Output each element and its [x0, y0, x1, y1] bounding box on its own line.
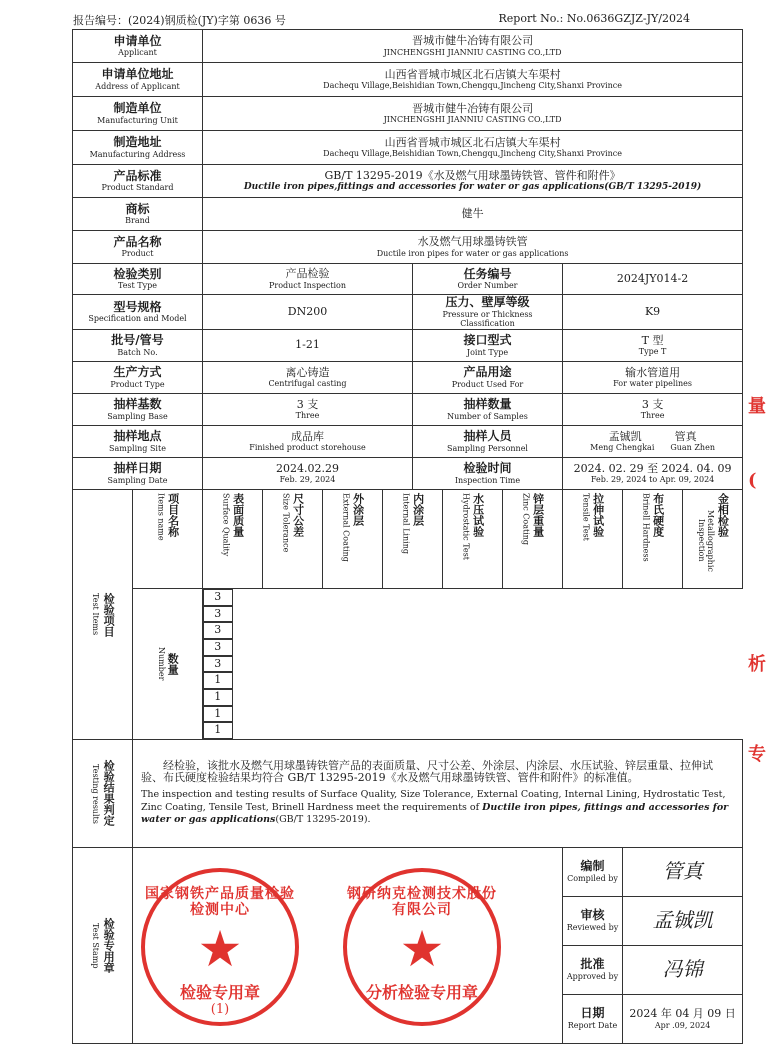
reviewed-signature: 孟铖凯	[623, 896, 743, 945]
value-zh: DN200	[287, 304, 328, 318]
item-zh: 外涂层	[351, 493, 365, 527]
date-en: Report Date	[567, 1021, 618, 1031]
label-zh: 压力、壁厚等级	[445, 295, 530, 309]
label-en: Number of Samples	[447, 411, 528, 421]
item-count: 3	[203, 606, 233, 623]
value-zh: 孟铖凯 管真	[608, 429, 697, 443]
label-en: Product	[121, 249, 154, 259]
edge-seal-fragment: 量	[748, 396, 766, 417]
row-product	[73, 231, 743, 264]
item-zh: 布氏硬度	[651, 493, 665, 538]
row-product-standard	[73, 165, 743, 198]
item-count: 1	[203, 722, 233, 739]
label-en: Inspection Time	[454, 475, 521, 485]
item-zh: 内涂层	[411, 493, 425, 527]
item-count: 3	[203, 589, 233, 606]
test-item-header	[683, 490, 743, 589]
label-en: Sampling Personnel	[447, 443, 528, 453]
item-en: Surface Quality	[221, 493, 231, 557]
label-zh: 抽样基数	[113, 397, 162, 412]
value-zh: 离心铸造	[285, 365, 330, 379]
row-stamp	[73, 847, 743, 896]
label-zh: 检验类别	[113, 266, 162, 281]
seal2-bottom-text: 分析检验专用章	[365, 982, 478, 1002]
conclusion-en	[141, 789, 734, 827]
value-en: JINCHENGSHI JIANNIU CASTING CO.,LTD	[383, 115, 562, 125]
stamp-label-en: Test Stamp	[91, 922, 101, 969]
label-zh: 产品用途	[463, 365, 512, 380]
seal-inspection-center	[141, 868, 299, 1026]
number-zh: 数量	[166, 653, 180, 676]
compiled-signature: 管真	[623, 847, 743, 896]
item-zh: 表面质量	[231, 493, 245, 538]
compiled-zh: 编制	[580, 859, 605, 874]
items-name-header	[133, 490, 203, 589]
item-en: Metallographic Inspection	[697, 509, 716, 572]
value-zh: GB/T 13295-2019《水及燃气用球墨铸铁管、管件和附件》	[324, 168, 621, 182]
value-en: Feb. 29, 2024 to Apr. 09, 2024	[590, 475, 715, 485]
label-zh: 申请单位地址	[101, 67, 174, 81]
test-item-header	[383, 490, 443, 589]
row-manufacturing-address	[73, 131, 743, 165]
test-items-label-en: Test Items	[91, 593, 101, 636]
conclusion-label-zh: 检验结果判定	[102, 760, 116, 827]
seal2-ring-text: 钢研纳克检测技术股份有限公司	[347, 885, 497, 919]
test-item-header	[443, 490, 503, 589]
item-count: 3	[203, 639, 233, 656]
label-en: Order Number	[457, 281, 518, 291]
edge-seal-fragment: 析	[748, 654, 766, 675]
value-en: JINCHENGSHI JIANNIU CASTING CO.,LTD	[383, 47, 562, 57]
row-pair	[73, 426, 743, 458]
conclusion-en-c: (GB/T 13295-2019).	[275, 814, 371, 826]
value-en: Three	[640, 411, 665, 421]
label-en: Product Type	[110, 379, 165, 389]
stamp-label-zh: 检验专用章	[102, 917, 116, 973]
label-en: Sampling Base	[107, 411, 168, 421]
value-zh: 山西省晋城市城区北石店镇大车渠村	[384, 67, 561, 81]
approved-signature: 冯锦	[623, 945, 743, 994]
label-zh: 申请单位	[113, 33, 162, 48]
row-brand	[73, 198, 743, 231]
label-zh: 接口型式	[463, 333, 512, 348]
item-count: 3	[203, 622, 233, 639]
label-en: Product Standard	[101, 183, 174, 193]
label-zh: 抽样人员	[463, 429, 512, 444]
label-en: Joint Type	[466, 347, 509, 357]
star-icon: ★	[399, 919, 445, 978]
label-zh: 批号/管号	[111, 333, 164, 348]
report-date-zh: 2024 年 04 月 09 日	[629, 1007, 736, 1021]
label-zh: 产品名称	[113, 234, 162, 249]
label-en: Sampling Site	[109, 443, 166, 453]
seal1-number: (1)	[210, 1002, 230, 1017]
value-en: Feb. 29, 2024	[279, 475, 336, 485]
value-zh: 3 支	[296, 397, 319, 411]
conclusion-en-a: The inspection and testing results of Surface Quality, Size Tolerance, External Coating, Internal Lining, Hydrostatic Test, Zinc Coating, Tensile Test, Brinell Hardness meet the requirements of	[141, 788, 726, 813]
item-count: 3	[203, 656, 233, 673]
reviewed-en: Reviewed by	[566, 923, 619, 933]
conclusion-label-en: Testing results	[91, 763, 101, 824]
value-zh: 水及燃气用球墨铸铁管	[417, 235, 528, 249]
item-zh: 尺寸公差	[291, 493, 305, 538]
label-zh: 型号规格	[113, 299, 162, 314]
label-en: Specification and Model	[88, 314, 187, 324]
test-item-header	[623, 490, 683, 589]
label-en: Brand	[125, 216, 150, 226]
value-en: Ductile iron pipes,fittings and accessories for water or gas applications(GB/T 13295-2019)	[243, 182, 702, 193]
edge-seal-fragment: (	[748, 470, 757, 491]
value-en: Product Inspection	[268, 280, 347, 290]
seal1-ring-text: 国家钢铁产品质量检验检测中心	[145, 885, 295, 919]
row-applicant-address	[73, 63, 743, 97]
test-item-header	[203, 490, 263, 589]
items-name-zh: 项目名称	[166, 493, 180, 538]
item-zh: 拉伸试验	[591, 493, 605, 538]
row-pair	[73, 295, 743, 330]
label-zh: 抽样日期	[113, 461, 162, 476]
test-item-header	[503, 490, 563, 589]
item-en: Size Tolerance	[281, 493, 291, 553]
row-pair	[73, 264, 743, 295]
item-en: External Coating	[341, 493, 351, 563]
item-zh: 金相检验	[716, 493, 730, 538]
label-en: Manufacturing Address	[89, 149, 186, 159]
row-pair	[73, 330, 743, 362]
value-zh: 2024.02.29	[276, 461, 339, 475]
approved-en: Approved by	[566, 972, 619, 982]
report-date-en: Apr .09, 2024	[654, 1020, 711, 1030]
test-items-label-zh: 检验项目	[102, 592, 116, 637]
label-en: Pressure or Thickness Classification	[442, 309, 533, 328]
value-zh: 晋城市健牛冶铸有限公司	[412, 101, 534, 115]
label-en: Product Used For	[451, 379, 524, 389]
value-en: Meng Chengkai Guan Zhen	[590, 443, 715, 453]
label-en: Test Type	[117, 281, 158, 291]
value-zh: 1-21	[295, 338, 320, 352]
label-en: Sampling Date	[107, 475, 168, 485]
label-zh: 生产方式	[113, 365, 162, 380]
number-en: Number	[157, 647, 167, 681]
label-zh: 产品标准	[113, 168, 162, 183]
value-en: Three	[295, 411, 320, 421]
value-zh: 2024JY014-2	[616, 271, 689, 285]
report-number-zh: 报告编号：(2024)钢质检(JY)字第 0636 号	[73, 14, 286, 27]
reviewed-zh: 审核	[580, 908, 605, 923]
value-en: For water pipelines	[613, 379, 693, 389]
label-zh: 任务编号	[463, 266, 512, 281]
label-zh: 制造地址	[113, 135, 162, 149]
star-icon: ★	[197, 919, 243, 978]
value-en: Dachequ Village,Beishidian Town,Chengqu,Jincheng City,Shanxi Province	[323, 149, 622, 159]
label-zh: 制造单位	[113, 101, 162, 115]
number-header	[133, 589, 203, 740]
row-conclusion	[73, 739, 743, 847]
label-zh: 抽样数量	[463, 397, 512, 412]
value-en: Ductile iron pipes for water or gas applications	[376, 248, 569, 258]
value-zh: 产品检验	[285, 267, 330, 281]
compiled-en: Compiled by	[567, 874, 618, 884]
item-count: 1	[203, 706, 233, 723]
row-test-numbers	[73, 589, 743, 740]
value-zh: 2024. 02. 29 至 2024. 04. 09	[573, 461, 732, 475]
test-item-header	[563, 490, 623, 589]
label-en: Manufacturing Unit	[97, 115, 178, 125]
item-en: Zinc Coating	[521, 493, 531, 546]
conclusion-en-b: Ductile iron pipes, fittings and accessories for water or gas applications	[141, 801, 729, 826]
value-zh: 输水管道用	[625, 365, 681, 379]
date-zh: 日期	[580, 1006, 605, 1021]
label-en: Address of Applicant	[95, 81, 180, 91]
value-zh: 健牛	[461, 206, 484, 220]
row-pair	[73, 458, 743, 490]
item-en: Internal Lining	[401, 493, 411, 555]
conclusion-text	[133, 739, 743, 847]
label-zh: 抽样地点	[113, 429, 162, 444]
label-zh: 商标	[125, 201, 150, 216]
conclusion-zh: 经检验，该批水及燃气用球墨铸铁管产品的表面质量、尺寸公差、外涂层、内涂层、水压试验、锌层重量、拉伸试验、布氏硬度检验结果均符合 GB/T 13295-2019《水及燃气用球墨铸铁管、管件和附件》的标准值。	[141, 758, 713, 785]
value-zh: K9	[644, 304, 661, 318]
item-en: Hydrostatic Test	[461, 493, 471, 561]
value-zh: 晋城市健牛冶铸有限公司	[412, 34, 534, 48]
item-en: Brinell Hardness	[641, 493, 651, 562]
value-zh: 成品库	[291, 429, 324, 443]
seals-area	[133, 847, 563, 1043]
edge-seal-fragment: 专	[748, 744, 766, 765]
row-test-items	[73, 490, 743, 589]
row-pair	[73, 362, 743, 394]
value-en: Type T	[638, 347, 667, 357]
value-en: Dachequ Village,Beishidian Town,Chengqu,Jincheng City,Shanxi Province	[323, 81, 622, 91]
item-count: 1	[203, 689, 233, 706]
row-manufacturing-unit	[73, 97, 743, 131]
value-en: Finished product storehouse	[249, 443, 366, 453]
report-number-en: Report No.: No.0636GZJZ-JY/2024	[498, 12, 690, 25]
inspection-report-table	[72, 29, 743, 1044]
label-en: Applicant	[118, 48, 157, 58]
row-applicant	[73, 30, 743, 63]
seal-ncs	[343, 868, 501, 1026]
label-en: Batch No.	[117, 347, 158, 357]
test-item-header	[263, 490, 323, 589]
item-count: 1	[203, 672, 233, 689]
item-zh: 水压试验	[471, 493, 485, 538]
value-en: Centrifugal casting	[268, 379, 347, 389]
items-name-en: Items name	[156, 493, 166, 541]
value-zh: T 型	[641, 333, 664, 347]
test-item-header	[323, 490, 383, 589]
value-zh: 3 支	[641, 397, 664, 411]
seal1-bottom-text: 检验专用章	[179, 982, 260, 1002]
item-en: Tensile Test	[581, 493, 591, 542]
row-pair	[73, 394, 743, 426]
label-zh: 检验时间	[463, 461, 512, 476]
item-zh: 锌层重量	[531, 493, 545, 538]
approved-zh: 批准	[580, 957, 605, 972]
value-zh: 山西省晋城市城区北石店镇大车渠村	[384, 135, 561, 149]
